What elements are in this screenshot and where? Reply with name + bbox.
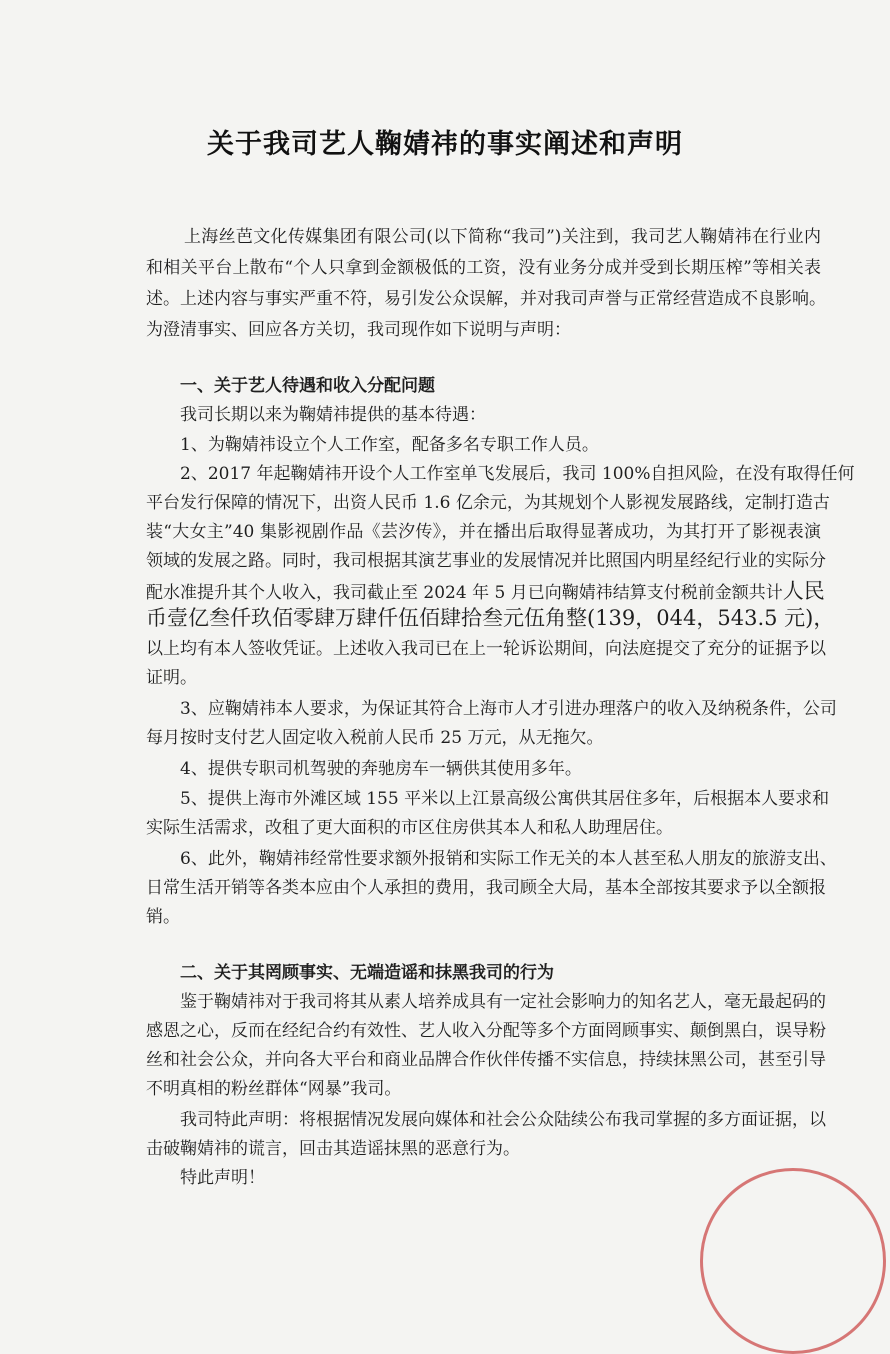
section1-item6-line: 销。 xyxy=(146,907,180,927)
company-seal xyxy=(700,1168,886,1354)
section2-heading: 二、关于其罔顾事实、无端造谣和抹黑我司的行为 xyxy=(180,963,554,983)
section2-para2-line: 我司特此声明：将根据情况发展向媒体和社会公众陆续公布我司掌握的多方面证据，以 xyxy=(180,1110,826,1130)
intro-line: 为澄清事实、回应各方关切，我司现作如下说明与声明： xyxy=(146,320,571,340)
section1-item2-line: 平台发行保障的情况下，出资人民币 1.6 亿余元，为其规划个人影视发展路线，定制打造古 xyxy=(146,493,830,513)
income-amount: 币壹亿叁仟玖佰零肆万肆仟伍佰肆拾叁元伍角整(139，044，543.5 元)， xyxy=(146,606,835,630)
section1-item2-line xyxy=(146,580,825,604)
section1-item2-line: 装“大女主”40 集影视剧作品《芸汐传》，并在播出后取得显著成功，为其打开了影视表演 xyxy=(146,522,821,542)
section1-item2-tail: 以上均有本人签收凭证。上述收入我司已在上一轮诉讼期间，向法庭提交了充分的证据予以 xyxy=(146,639,826,659)
section1-item1: 1、为鞠婧祎设立个人工作室，配备多名专职工作人员。 xyxy=(180,435,599,455)
section1-heading: 一、关于艺人待遇和收入分配问题 xyxy=(180,376,435,396)
document-title: 关于我司艺人鞠婧祎的事实阐述和声明 xyxy=(207,129,683,160)
section2-para1-line: 不明真相的粉丝群体“网暴”我司。 xyxy=(146,1079,402,1099)
section1-item6-line: 日常生活开销等各类本应由个人承担的费用，我司顾全大局，基本全部按其要求予以全额报 xyxy=(146,878,826,898)
section2-para1-line: 鉴于鞠婧祎对于我司将其从素人培养成具有一定社会影响力的知名艺人，毫无最起码的 xyxy=(180,992,826,1012)
section1-item3-line: 3、应鞠婧祎本人要求，为保证其符合上海市人才引进办理落户的收入及纳税条件，公司 xyxy=(180,699,837,719)
section2-para1-line: 丝和社会公众，并向各大平台和商业品牌合作伙伴传播不实信息，持续抹黑公司，甚至引导 xyxy=(146,1050,826,1070)
intro-line: 述。上述内容与事实严重不符，易引发公众误解，并对我司声誉与正常经营造成不良影响。 xyxy=(146,289,826,309)
section2-para1-line: 感恩之心，反而在经纪合约有效性、艺人收入分配等多个方面罔顾事实、颠倒黑白，误导粉 xyxy=(146,1021,826,1041)
section1-item2-line: 领域的发展之路。同时，我司根据其演艺事业的发展情况并比照国内明星经纪行业的实际分 xyxy=(146,551,826,571)
closing-statement: 特此声明！ xyxy=(180,1168,265,1188)
intro-line: 和相关平台上散布“个人只拿到金额极低的工资，没有业务分成并受到长期压榨”等相关表 xyxy=(146,258,821,278)
section1-item5-line: 5、提供上海市外滩区域 155 平米以上江景高级公寓供其居住多年，后根据本人要求和 xyxy=(180,789,830,809)
section1-item3-line: 每月按时支付艺人固定收入税前人民币 25 万元，从无拖欠。 xyxy=(146,728,604,748)
section2-para2-line: 击破鞠婧祎的谎言，回击其造谣抹黑的恶意行为。 xyxy=(146,1139,520,1159)
intro-line: 上海丝芭文化传媒集团有限公司(以下简称“我司”)关注到，我司艺人鞠婧祎在行业内 xyxy=(184,227,821,247)
section1-item2-tail: 证明。 xyxy=(146,668,197,688)
income-text: 配水准提升其个人收入，我司截止至 2024 年 5 月已向鞠婧祎结算支付税前金额共计 xyxy=(146,583,783,603)
section1-lead: 我司长期以来为鞠婧祎提供的基本待遇： xyxy=(180,405,486,425)
section1-item4: 4、提供专职司机驾驶的奔驰房车一辆供其使用多年。 xyxy=(180,759,582,779)
income-currency: 人民 xyxy=(782,579,825,603)
section1-item2-line: 2、2017 年起鞠婧祎开设个人工作室单飞发展后，我司 100%自担风险，在没有取得任何 xyxy=(180,464,855,484)
section1-item6-line: 6、此外，鞠婧祎经常性要求额外报销和实际工作无关的本人甚至私人朋友的旅游支出、 xyxy=(180,849,837,869)
section1-item5-line: 实际生活需求，改租了更大面积的市区住房供其本人和私人助理居住。 xyxy=(146,818,673,838)
